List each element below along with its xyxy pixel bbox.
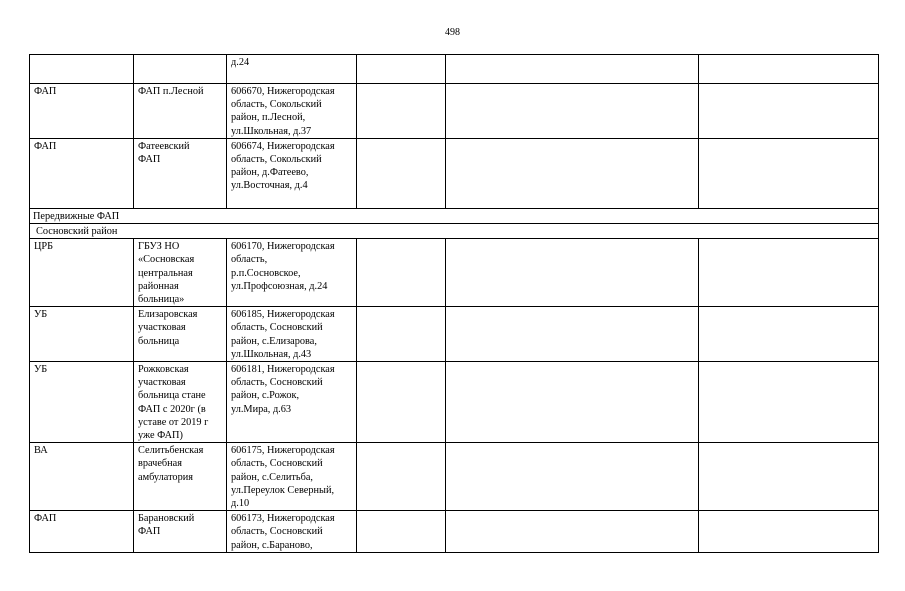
extra-cell-3 [699,84,879,139]
facility-type-cell: ФАП [30,511,134,553]
extra-cell-2 [446,307,699,362]
extra-cell-2 [446,443,699,511]
facility-type-cell: ФАП [30,138,134,208]
facility-type-cell: ФАП [30,84,134,139]
page-number: 498 [445,27,460,38]
facility-name-cell: ГБУЗ НО «Сосновская центральная районная больница» [134,239,227,307]
facility-name-cell: ФАП п.Лесной [134,84,227,139]
table-row [30,307,879,362]
extra-cell-2 [446,362,699,443]
extra-cell-2 [446,84,699,139]
extra-cell-3 [699,511,879,553]
extra-cell-1 [357,55,446,84]
address-cell: 606670, Нижегородская область, Сокольский район, п.Лесной, ул.Школьная, д.37 [227,84,357,139]
address-cell: 606175, Нижегородская область, Сосновский район, с.Селитьба, ул.Переулок Северный, д.10 [227,443,357,511]
extra-cell-3 [699,239,879,307]
facility-type-cell: УБ [30,307,134,362]
facility-name-cell [134,55,227,84]
table-row [30,362,879,443]
facility-name-cell: Фатеевский ФАП [134,138,227,208]
table-row [30,239,879,307]
address-cell: 606181, Нижегородская область, Сосновский район, с.Рожок, ул.Мира, д.63 [227,362,357,443]
facility-type-cell: УБ [30,362,134,443]
extra-cell-2 [446,138,699,208]
section-header-cell: Сосновский район [30,224,879,239]
facility-name-cell: Барановский ФАП [134,511,227,553]
address-cell: 606185, Нижегородская область, Сосновский район, с.Елизарова, ул.Школьная, д.43 [227,307,357,362]
facility-name-cell: Елизаровская участковая больница [134,307,227,362]
facilities-table [29,54,879,553]
extra-cell-1 [357,362,446,443]
extra-cell-1 [357,511,446,553]
extra-cell-3 [699,55,879,84]
facility-type-cell: ВА [30,443,134,511]
address-cell: д.24 [227,55,357,84]
facility-name-cell: Селитьбенская врачебная амбулатория [134,443,227,511]
facility-type-cell [30,55,134,84]
extra-cell-1 [357,239,446,307]
section-header-cell: Передвижные ФАП [30,208,879,223]
extra-cell-2 [446,55,699,84]
section-row [30,208,879,223]
extra-cell-1 [357,84,446,139]
extra-cell-1 [357,443,446,511]
extra-cell-1 [357,307,446,362]
extra-cell-3 [699,362,879,443]
table-row [30,511,879,553]
table-row [30,55,879,84]
extra-cell-3 [699,138,879,208]
extra-cell-3 [699,307,879,362]
address-cell: 606173, Нижегородская область, Сосновский район, с.Бараново, [227,511,357,553]
section-row [30,224,879,239]
facility-type-cell: ЦРБ [30,239,134,307]
table-row [30,84,879,139]
extra-cell-2 [446,511,699,553]
extra-cell-1 [357,138,446,208]
facility-name-cell: Рожковская участковая больница стане ФАП с 2020г (в уставе от 2019 г уже ФАП) [134,362,227,443]
table-row [30,138,879,208]
table-row [30,443,879,511]
address-cell: 606170, Нижегородская область, р.п.Сосновское, ул.Профсоюзная, д.24 [227,239,357,307]
extra-cell-3 [699,443,879,511]
extra-cell-2 [446,239,699,307]
address-cell: 606674, Нижегородская область, Сокольский район, д.Фатеево, ул.Восточная, д.4 [227,138,357,208]
